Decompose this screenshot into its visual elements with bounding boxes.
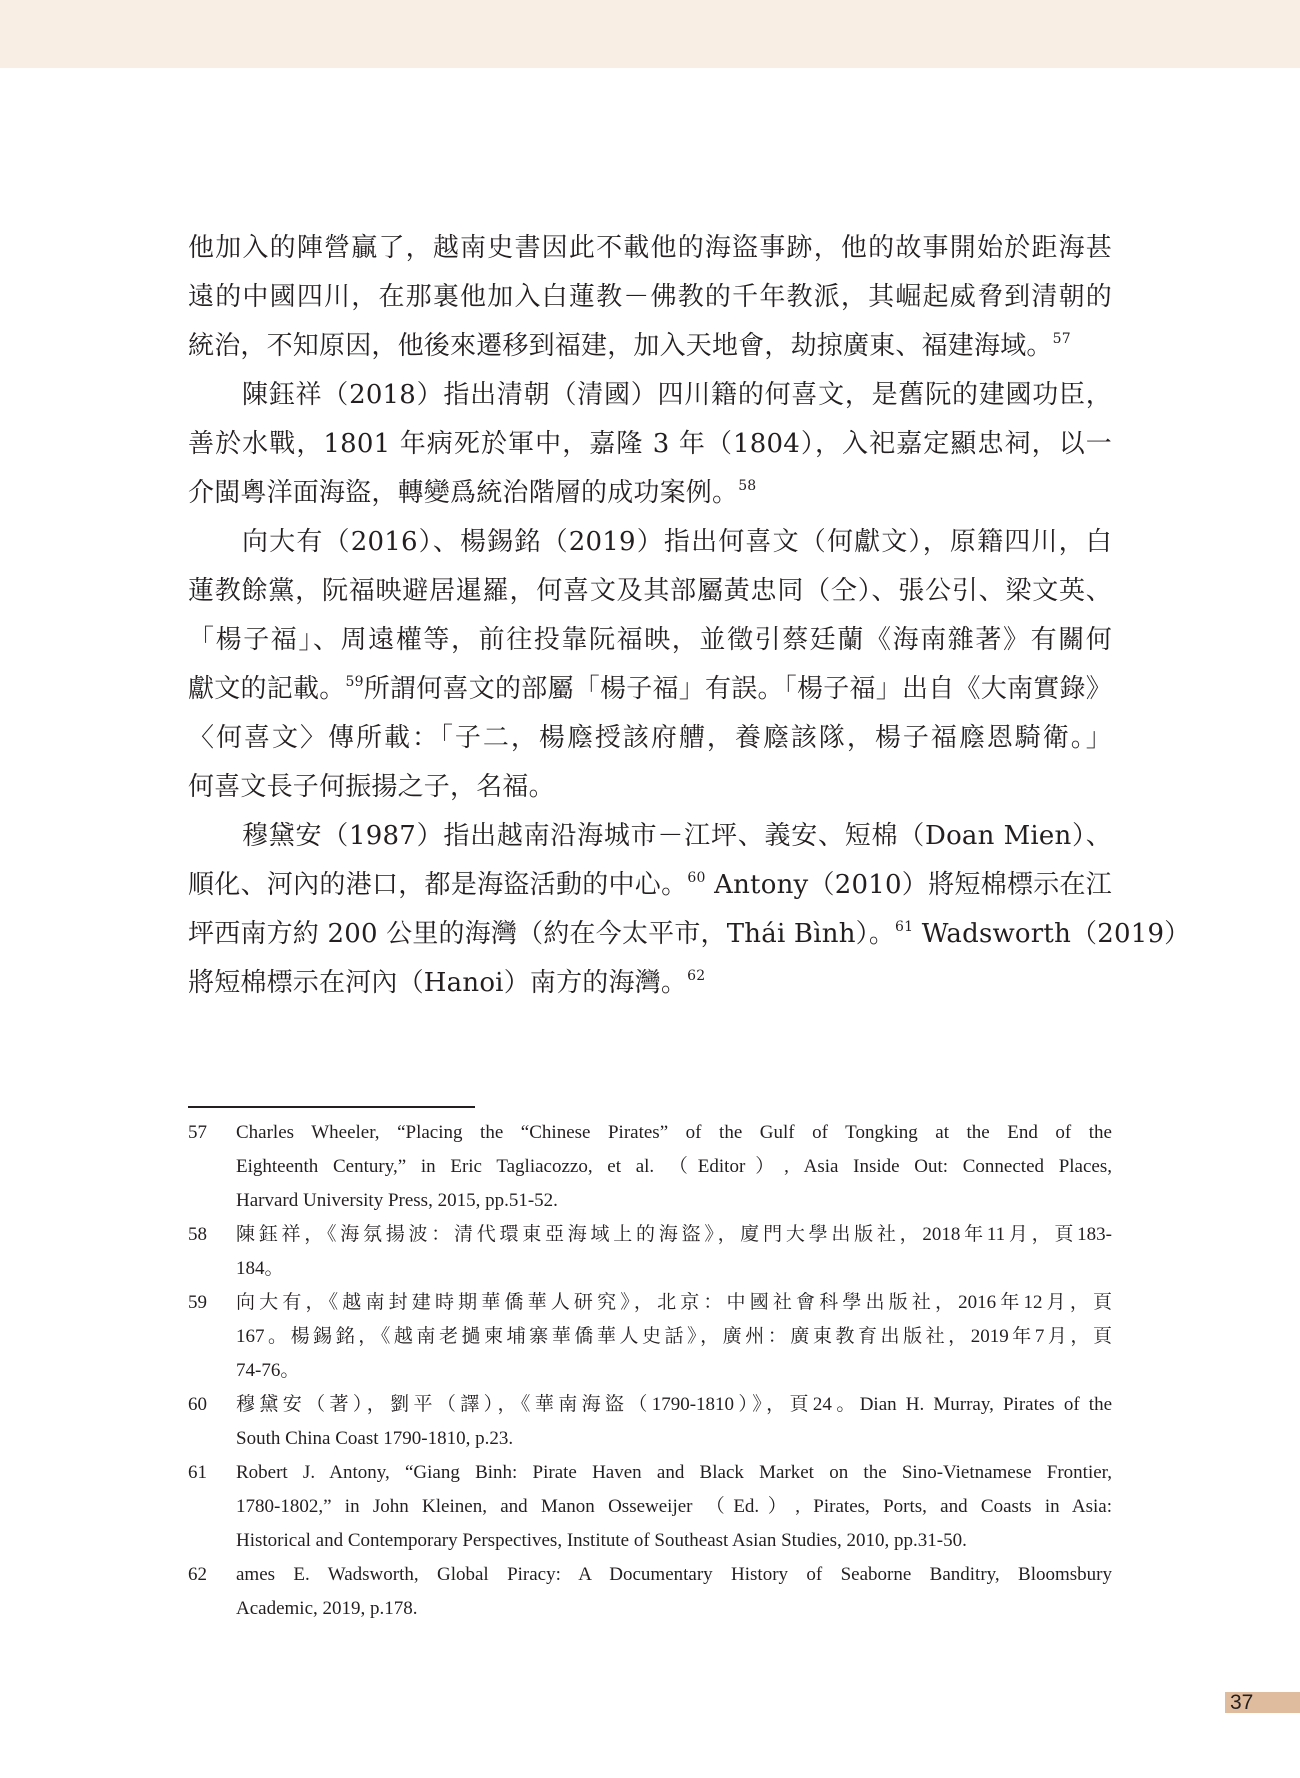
footnote	[188, 1388, 1112, 1456]
text-line	[188, 861, 1112, 910]
text-segment: 蓮教餘黨，阮福映避居暹羅，何喜文及其部屬黃忠同（仝）、張公引、梁文英、	[188, 576, 1112, 606]
text-line	[188, 518, 1112, 567]
footnote-line: South China Coast 1790-1810, p.23.	[236, 1428, 514, 1449]
footnote-number: 61	[188, 1462, 207, 1483]
text-segment: 「楊子福」、周遠權等，前往投靠阮福映，並徵引蔡廷蘭《海南雜著》有關何	[188, 625, 1112, 655]
footnote-number: 58	[188, 1224, 207, 1245]
body-text	[188, 224, 1191, 1008]
footnote-line: 74-76。	[236, 1360, 300, 1381]
footnote	[188, 1456, 1112, 1558]
footnote-line: 184。	[236, 1258, 284, 1279]
footnote-ref: 58	[738, 478, 757, 494]
text-segment: 穆黛安（1987）指出越南沿海城市－江坪、義安、短棉（Doan Mien）、	[242, 821, 1112, 851]
text-segment: 順化、河內的港口，都是海盜活動的中心。	[188, 870, 688, 900]
footnote-line: Harvard University Press, 2015, pp.51-52.	[236, 1190, 558, 1211]
text-segment: Antony（2010）將短棉標示在江	[705, 870, 1112, 900]
text-segment: 遠的中國四川，在那裏他加入白蓮教－佛教的千年教派，其崛起威脅到清朝的	[188, 282, 1112, 312]
footnote-number: 60	[188, 1394, 207, 1415]
text-line	[188, 420, 1112, 469]
text-segment: 他加入的陣營贏了，越南史書因此不載他的海盜事跡，他的故事開始於距海甚	[188, 233, 1112, 263]
text-line	[188, 616, 1112, 665]
text-line	[188, 371, 1112, 420]
footnote-number: 57	[188, 1122, 207, 1143]
footnote	[188, 1218, 1112, 1286]
text-line	[188, 567, 1112, 616]
text-segment: Wadsworth（2019）	[913, 919, 1191, 949]
footnote-line: ames E. Wadsworth, Global Piracy: A Documentary History of Seaborne Banditry, Bloomsbury	[236, 1564, 1112, 1585]
footnote-number: 62	[188, 1564, 207, 1585]
footnotes	[188, 1116, 1112, 1626]
text-segment: 陳鈺祥（2018）指出清朝（清國）四川籍的何喜文，是舊阮的建國功臣，	[242, 380, 1113, 410]
text-line	[188, 322, 1112, 371]
footnote-line: 陳鈺祥，《海氛揚波：清代環東亞海域上的海盜》，廈門大學出版社，2018年11月，頁183-	[236, 1224, 1112, 1245]
paragraph	[188, 371, 1112, 518]
footnote-line: 167。楊錫銘，《越南老撾柬埔寨華僑華人史話》，廣州：廣東教育出版社，2019年7月，頁	[236, 1326, 1112, 1347]
footnote-ref: 60	[687, 870, 706, 886]
footnote-ref: 61	[895, 919, 914, 935]
text-line	[188, 959, 1112, 1008]
footnote-line: Robert J. Antony, “Giang Binh: Pirate Haven and Black Market on the Sino-Vietnamese Frontier,	[236, 1462, 1112, 1483]
text-line	[188, 812, 1112, 861]
text-segment: 將短棉標示在河內（Hanoi）南方的海灣。	[188, 968, 688, 998]
text-line	[188, 763, 1112, 812]
text-line	[188, 665, 1112, 714]
text-segment: 善於水戰，1801 年病死於軍中，嘉隆 3 年（1804），入祀嘉定顯忠祠，以一	[188, 429, 1112, 459]
footnote-line: Charles Wheeler, “Placing the “Chinese Pirates” of the Gulf of Tongking at the End of the	[236, 1122, 1112, 1143]
footnote-line: Historical and Contemporary Perspectives, Institute of Southeast Asian Studies, 2010, pp.31-50.	[236, 1530, 967, 1551]
footnote-line: 向大有，《越南封建時期華僑華人研究》，北京：中國社會科學出版社，2016年12月，頁	[236, 1292, 1112, 1313]
footnote-line: 1780-1802,” in John Kleinen, and Manon Osseweijer （Ed.）, Pirates, Ports, and Coasts in Asia:	[236, 1496, 1112, 1517]
header-band	[0, 0, 1300, 68]
paragraph	[188, 518, 1112, 812]
footnote	[188, 1558, 1112, 1626]
text-segment: 〈何喜文〉傳所載：「子二，楊廕授該府艚，養廕該隊，楊子福廕恩騎衛。」	[188, 723, 1112, 753]
text-line	[188, 910, 1191, 959]
text-line	[188, 273, 1112, 322]
text-segment: 何喜文長子何振揚之子，名福。	[188, 772, 555, 802]
paragraph	[188, 224, 1112, 371]
text-segment: 獻文的記載。	[188, 674, 346, 704]
page-number: 37	[1225, 1692, 1300, 1713]
footnote-ref: 57	[1052, 331, 1071, 347]
footnote-line: Academic, 2019, p.178.	[236, 1598, 418, 1619]
text-line	[188, 714, 1112, 763]
footnote-line: 穆黛安（著），劉平（譯），《華南海盜（1790-1810）》，頁24。Dian H. Murray, Pirates of the	[236, 1394, 1112, 1415]
footnote	[188, 1116, 1112, 1218]
text-line	[188, 469, 1112, 518]
text-segment: 向大有（2016）、楊錫銘（2019）指出何喜文（何獻文），原籍四川，白	[242, 527, 1112, 557]
text-line	[188, 224, 1112, 273]
footnote	[188, 1286, 1112, 1388]
paragraph	[188, 812, 1191, 1008]
footnote-line: Eighteenth Century,” in Eric Tagliacozzo, et al. （Editor）, Asia Inside Out: Connected Places,	[236, 1156, 1112, 1177]
footnote-number: 59	[188, 1292, 207, 1313]
text-segment: 所謂何喜文的部屬「楊子福」有誤。「楊子福」出自《大南實錄》	[363, 674, 1112, 704]
text-segment: 介閩粵洋面海盜，轉變爲統治階層的成功案例。	[188, 478, 739, 508]
footnote-ref: 59	[345, 674, 364, 690]
text-segment: 坪西南方約 200 公里的海灣（約在今太平市，Thái Bình）。	[188, 919, 896, 949]
footnote-divider	[188, 1106, 475, 1108]
footnote-ref: 62	[687, 968, 706, 984]
text-segment: 統治，不知原因，他後來遷移到福建，加入天地會，劫掠廣東、福建海域。	[188, 331, 1053, 361]
